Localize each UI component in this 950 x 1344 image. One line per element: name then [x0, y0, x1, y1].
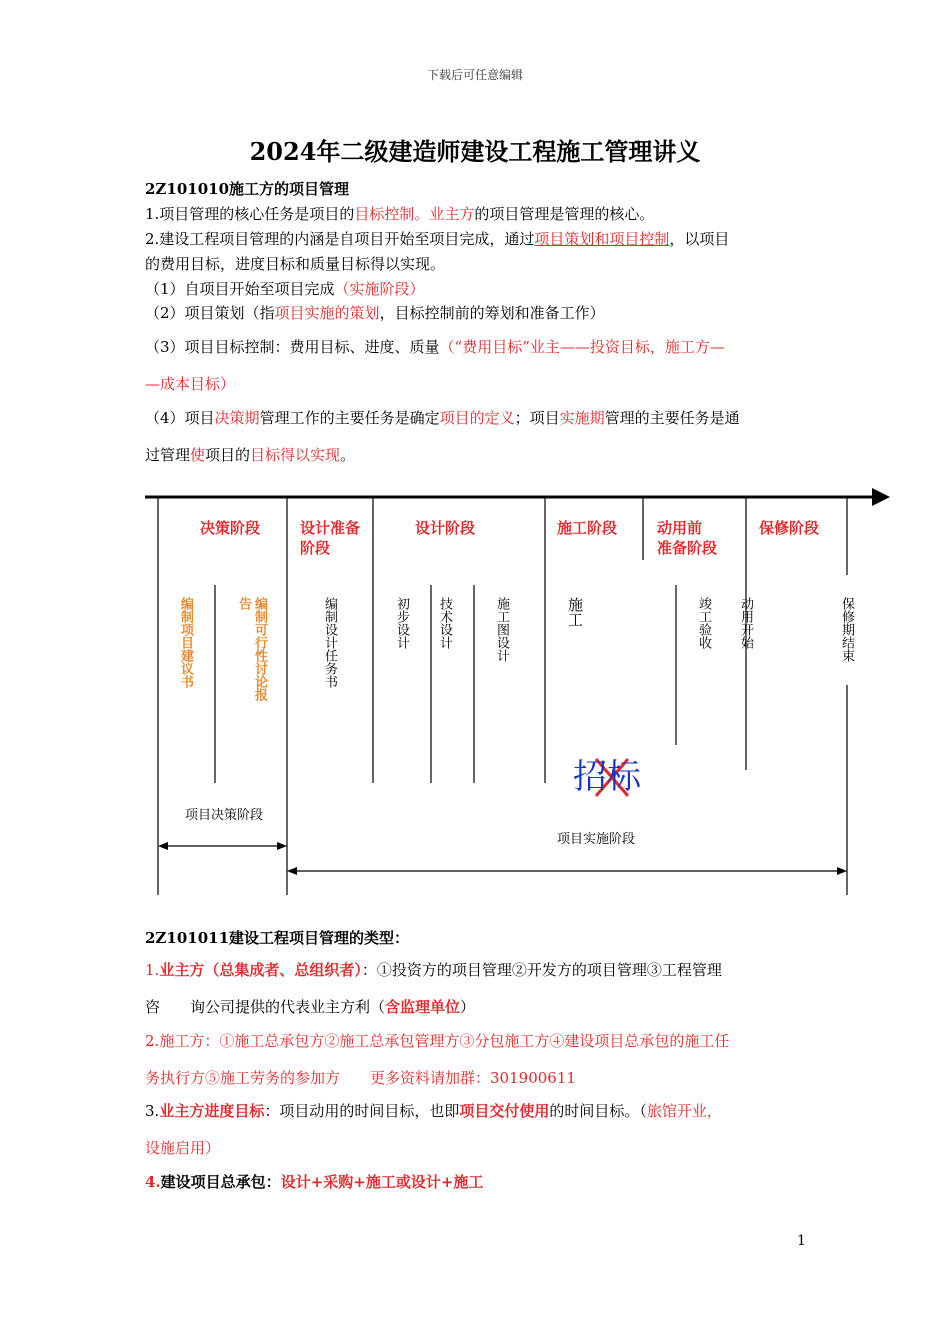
document-title: 2024年二级建造师建设工程施工管理讲义	[249, 137, 701, 166]
decision-stage-label: 项目决策阶段	[185, 808, 264, 823]
section1-p3: （1）自项目开始至项目完成（实施阶段）	[145, 280, 425, 298]
page-number: 1	[797, 1233, 806, 1249]
phase-design-prep: 设计准备 阶段	[300, 519, 361, 557]
section2-p1: 1.业主方（总集成者、总组织者）：①投资方的项目管理②开发方的项目管理③工程管理	[145, 961, 722, 979]
section1-p1: 1.项目管理的核心任务是项目的目标控制。业主方的项目管理是管理的核心。	[145, 205, 655, 223]
phase-pre-use: 动用前 准备阶段	[657, 519, 718, 557]
section2-p2: 2.施工方：①施工总承包方②施工总承包管理方③分包施工方④建设项目总承包的施工任	[145, 1032, 730, 1050]
activity-feasibility-a: 告	[236, 597, 251, 610]
section1-p2: 2.建设工程项目管理的内涵是自项目开始至项目完成，通过项目策划和项目控制，以项目	[145, 230, 730, 248]
section2-p3-cont: 设施启用）	[145, 1139, 221, 1157]
section2-p3: 3.业主方进度目标：项目动用的时间目标，也即项目交付使用的时间目标。（旅馆开业，	[145, 1102, 722, 1120]
phase-decision: 决策阶段	[200, 519, 261, 537]
section1-p6-cont: 过管理使项目的目标得以实现。	[145, 446, 356, 464]
section2-p4: 4.建设项目总承包：设计+采购+施工或设计+施工	[145, 1173, 484, 1191]
section1-heading: 2Z101010施工方的项目管理	[145, 180, 350, 198]
activity-preliminary: 初步设计	[394, 597, 409, 649]
section1-p5: （3）项目目标控制：费用目标、进度、质量（“费用目标”业主——投资目标，施工方—	[145, 338, 725, 356]
phase-construction: 施工阶段	[557, 519, 618, 537]
section2-p1-cont: 咨 询公司提供的代表业主方利（含监理单位）	[145, 998, 476, 1016]
header-note: 下载后可任意编辑	[426, 68, 523, 82]
phase-design: 设计阶段	[415, 519, 476, 537]
activity-warranty-end: 保修期结束	[839, 597, 854, 662]
activity-technical: 技术设计	[437, 597, 452, 649]
activity-completion: 竣工验收	[696, 597, 711, 649]
section2-p2-cont: 务执行方⑤施工劳务的参加方 更多资料请加群：301900611	[145, 1069, 576, 1087]
bidding-label: 招标	[573, 758, 641, 796]
activity-proposal: 编制项目建议书	[178, 597, 193, 688]
section1-p2-cont: 的费用目标，进度目标和质量目标得以实现。	[145, 255, 446, 273]
activity-construction-drawing: 施工图设计	[494, 597, 509, 662]
section2-heading: 2Z101011建设工程项目管理的类型：	[145, 929, 410, 947]
phase-warranty: 保修阶段	[759, 519, 820, 537]
activity-feasibility: 编制可行性讨论报	[252, 597, 267, 701]
implementation-stage-label: 项目实施阶段	[557, 832, 636, 847]
section1-p6: （4）项目决策期管理工作的主要任务是确定项目的定义；项目实施期管理的主要任务是通	[145, 409, 740, 427]
timeline-arrowhead	[872, 488, 890, 506]
section1-p4: （2）项目策划（指项目实施的策划，目标控制前的筹划和准备工作）	[145, 304, 605, 322]
activity-start-use: 动用开始	[738, 597, 753, 649]
activity-construction: 施工	[566, 597, 584, 627]
activity-design-brief: 编制设计任务书	[322, 597, 337, 688]
section1-p5-cont: —成本目标）	[145, 375, 236, 393]
